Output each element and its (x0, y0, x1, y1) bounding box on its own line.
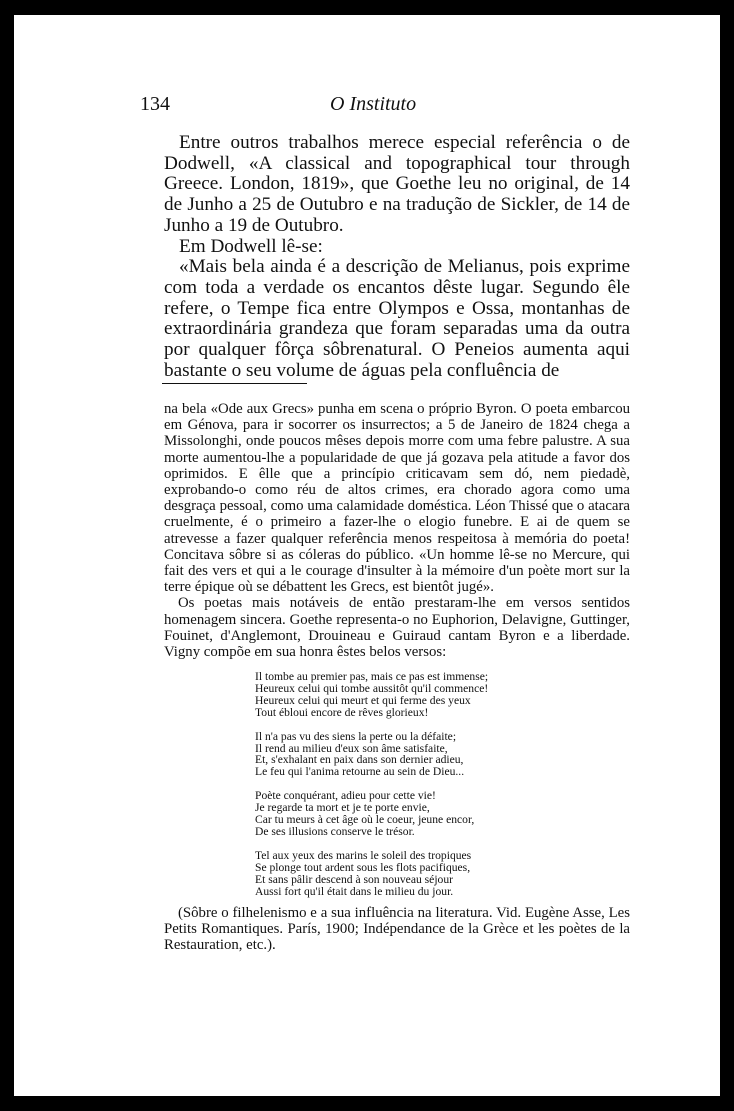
verse-line: Heureux celui qui meurt et qui ferme des yeux (255, 693, 471, 707)
verse-line: Il tombe au premier pas, mais ce pas est immense; (255, 670, 489, 683)
verse-line: Je regarde ta mort et je te porte envie, (255, 801, 430, 815)
verse-line: Et sans pâlir descend à son nouveau séjour (255, 872, 454, 886)
verse-line: Poète conquérant, adieu pour cette vie! (255, 789, 436, 803)
verse-stanza (255, 731, 545, 779)
main-paragraph: «Mais bela ainda é a descrição de Melianus, pois exprime com toda a verdade os encantos dêste lugar. Segundo êle refere, o Tempe fica entre Olympos e Ossa, montanhas de extraordinária grandeza que foram separadas uma da outra por qualquer fôrça sôbrenatural. O Peneios aumenta aqui bastante o seu volume de águas pela confluência de (164, 256, 630, 381)
verse-line: Et, s'exhalant en paix dans son dernier adieu, (255, 753, 464, 767)
verse-line: Tel aux yeux des marins le soleil des tropiques (255, 848, 472, 862)
verse-line: Tout ébloui encore de rêves glorieux! (255, 705, 429, 719)
verse-stanza (255, 790, 545, 838)
main-paragraph: Entre outros trabalhos merece especial referência o de Dodwell, «A classical and topographical tour through Greece. London, 1819», que Goethe leu no original, de 14 de Junho a 25 de Outubro e na tradução de Sickler, de 14 de Junho a 19 de Outubro. (164, 132, 630, 236)
verse-line: De ses illusions conserve le trésor. (255, 824, 415, 838)
verse-stanza (255, 671, 545, 719)
page (14, 15, 720, 1096)
verse-block (255, 671, 545, 910)
verse-line: Heureux celui qui tombe aussitôt qu'il commence! (255, 681, 489, 695)
running-title: O Instituto (330, 93, 417, 115)
verse-line: Aussi fort qu'il était dans le milieu du jour. (255, 884, 454, 898)
main-paragraph: Em Dodwell lê-se: (179, 235, 323, 257)
verse-line: Il n'a pas vu des siens la perte ou la défaite; (255, 729, 457, 743)
closing-note: (Sôbre o filhelenismo e a sua influência na literatura. Vid. Eugène Asse, Les Petits Romantiques. París, 1900; Indépendance de la Grèce et les poètes de la Restauration, etc.). (164, 905, 630, 954)
verse-line: Car tu meurs à cet âge où le coeur, jeune encor, (255, 813, 475, 827)
page-number: 134 (140, 93, 170, 115)
footnote-paragraph: Os poetas mais notáveis de então prestaram-lhe em versos sentidos homenagem sincera. Goethe representa-o no Euphorion, Delavigne, Guttinger, Fouinet, d'Anglemont, Drouineau e Guiraud cantam Byron e a liberdade. Vigny compõe em sua honra êstes belos versos: (164, 595, 630, 661)
main-text (164, 133, 630, 381)
verse-stanza (255, 850, 545, 898)
verse-line: Il rend au milieu d'eux son âme satisfaite, (255, 741, 448, 755)
footnote-paragraph: na bela «Ode aux Grecs» punha em scena o próprio Byron. O poeta embarcou em Génova, para ir socorrer os insurrectos; a 5 de Janeiro de 1824 chega a Missolonghi, onde poucos mêses depois morre com uma febre palustre. A sua morte aumentou-lhe a popularidade de que já gozava pela atitude a favor dos oprimidos. E êlle que a princípio criticavam sem dó, nem piedadè, exprobando-o como réu de altos crimes, era chorado agora como uma desgraça pessoal, como uma calamidade doméstica. Léon Thissé que o atacara cruelmente, é o primeiro a fazer-lhe o elogio funebre. E ai de quem se atrevesse a fazer qualquer referência menos respeitosa à memória do poeta! Concitava sôbre si as cóleras do público. «Un homme lê-se no Mercure, qui fait des vers et qui a le courage d'insulter à la mémoire d'un poète mort sur la terre épique où se débattent les Grecs, est bientôt jugé». (164, 401, 630, 596)
footnote-divider (162, 383, 307, 384)
footnote-block (164, 401, 630, 660)
verse-line: Le feu qui l'anima retourne au sein de Dieu... (255, 765, 465, 779)
verse-line: Se plonge tout ardent sous les flots pacifiques, (255, 860, 471, 874)
